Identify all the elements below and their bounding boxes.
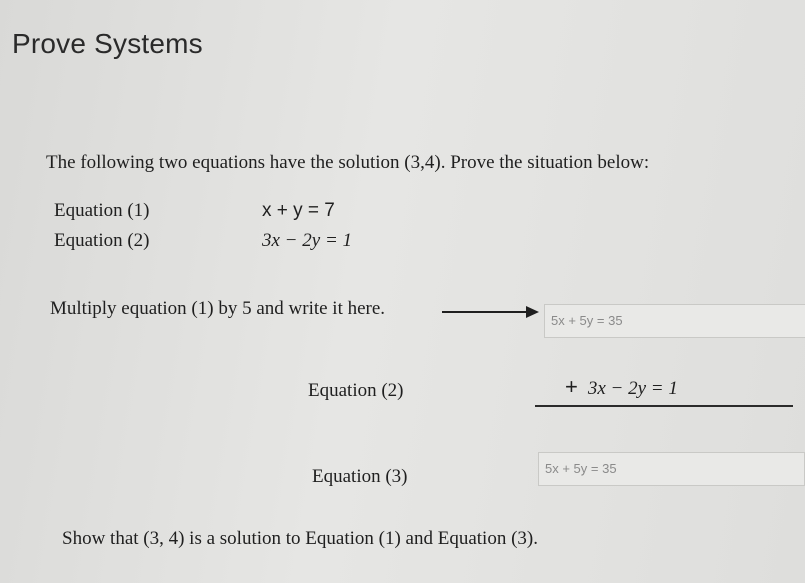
equation-3-label: Equation (3) <box>312 466 408 487</box>
plus-sign: + <box>565 374 578 399</box>
equation-2-addend <box>565 374 678 400</box>
sum-divider-line <box>535 405 793 407</box>
page-title: Prove Systems <box>12 28 203 59</box>
right-arrow-icon <box>440 305 540 319</box>
equation-2-row-label: Equation (2) <box>308 380 404 401</box>
equation-2-addend-expression: 3x − 2y = 1 <box>587 378 678 399</box>
equation-1-expression: x + y = 7 <box>262 200 335 221</box>
footer-instruction: Show that (3, 4) is a solution to Equation (1) and Equation (3). <box>62 528 538 549</box>
equation-2-expression: 3x − 2y = 1 <box>262 230 353 251</box>
equation-2-label: Equation (2) <box>54 230 150 251</box>
answer-input-equation-3[interactable] <box>538 452 805 486</box>
answer-input-value: 5x + 5y = 35 <box>545 461 617 476</box>
multiply-instruction: Multiply equation (1) by 5 and write it here. <box>50 298 386 319</box>
equation-1-label: Equation (1) <box>54 200 150 221</box>
answer-input-value: 5x + 5y = 35 <box>551 313 623 328</box>
answer-input-equation-1x5[interactable] <box>544 304 805 338</box>
problem-intro: The following two equations have the solution (3,4). Prove the situation below: <box>46 152 650 173</box>
